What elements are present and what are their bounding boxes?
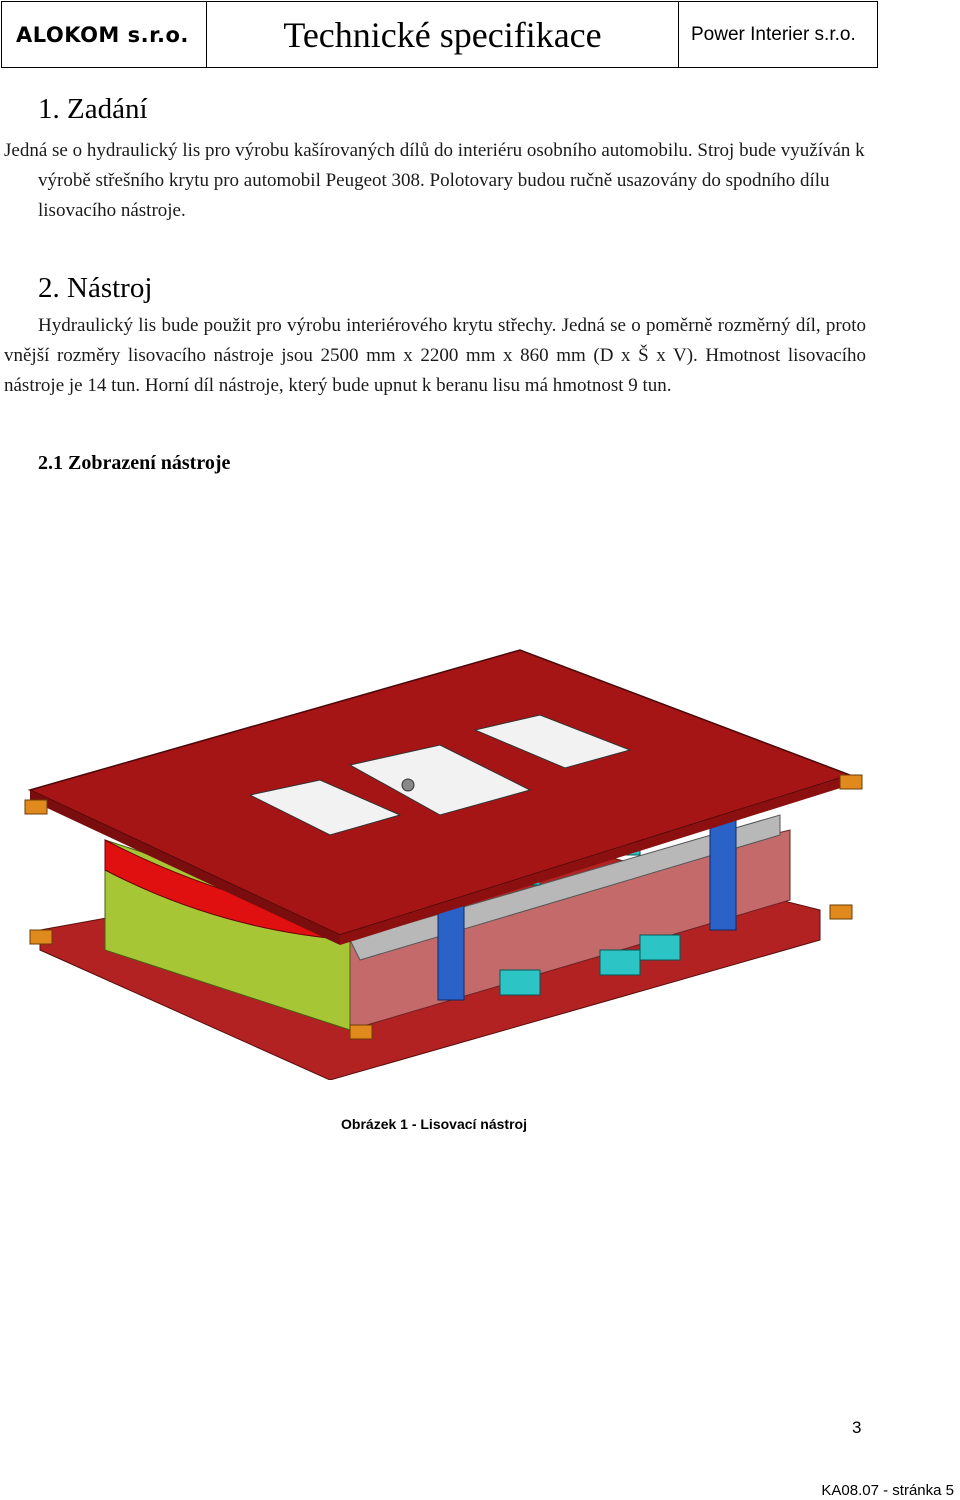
- blue-column-right: [710, 810, 736, 930]
- figure-caption: Obrázek 1 - Lisovací nástroj: [341, 1116, 527, 1132]
- clamp-2: [840, 775, 862, 789]
- header-company-left: ALOKOM s.r.o.: [2, 2, 207, 67]
- header-title: Technické specifikace: [207, 2, 679, 67]
- cyan-block-3: [640, 935, 680, 960]
- section2-text: [4, 311, 866, 401]
- section2-heading: 2. Nástroj: [38, 272, 153, 304]
- section1-heading: 1. Zadání: [38, 93, 148, 125]
- footer-text: KA08.07 - stránka 5: [821, 1482, 954, 1499]
- section1-text: [4, 136, 866, 226]
- cyan-block-1: [500, 970, 540, 995]
- section2-paragraph: Hydraulický lis bude použit pro výrobu interiérového krytu střechy. Jedná se o poměrně rozměrný díl, proto vnější rozměry lisovacího nástroje jsou 2500 mm x 2200 mm x 860 mm (D x Š x V). Hmotnost lisovacího nástroje je 14 tun. Horní díl nástroje, který bude upnut k beranu lisu má hmotnost 9 tun.: [4, 315, 866, 396]
- header-company-right: Power Interier s.r.o.: [691, 23, 856, 45]
- cyan-block-2: [600, 950, 640, 975]
- page-header: [1, 1, 878, 68]
- page-number: 3: [852, 1418, 862, 1437]
- center-hole: [402, 779, 414, 791]
- press-tool-image: [20, 640, 870, 1080]
- clamp-1: [25, 800, 47, 814]
- clamp-3: [30, 930, 52, 944]
- subsection-heading: 2.1 Zobrazení nástroje: [38, 452, 231, 474]
- clamp-4: [830, 905, 852, 919]
- clamp-5: [350, 1025, 372, 1039]
- section1-paragraph: Jedná se o hydraulický lis pro výrobu kašírovaných dílů do interiéru osobního automobilu. Stroj bude využíván k výrobě střešního krytu pro automobil Peugeot 308. Polotovary budou ručně usazovány do spodního dílu lisovacího nástroje.: [4, 140, 865, 221]
